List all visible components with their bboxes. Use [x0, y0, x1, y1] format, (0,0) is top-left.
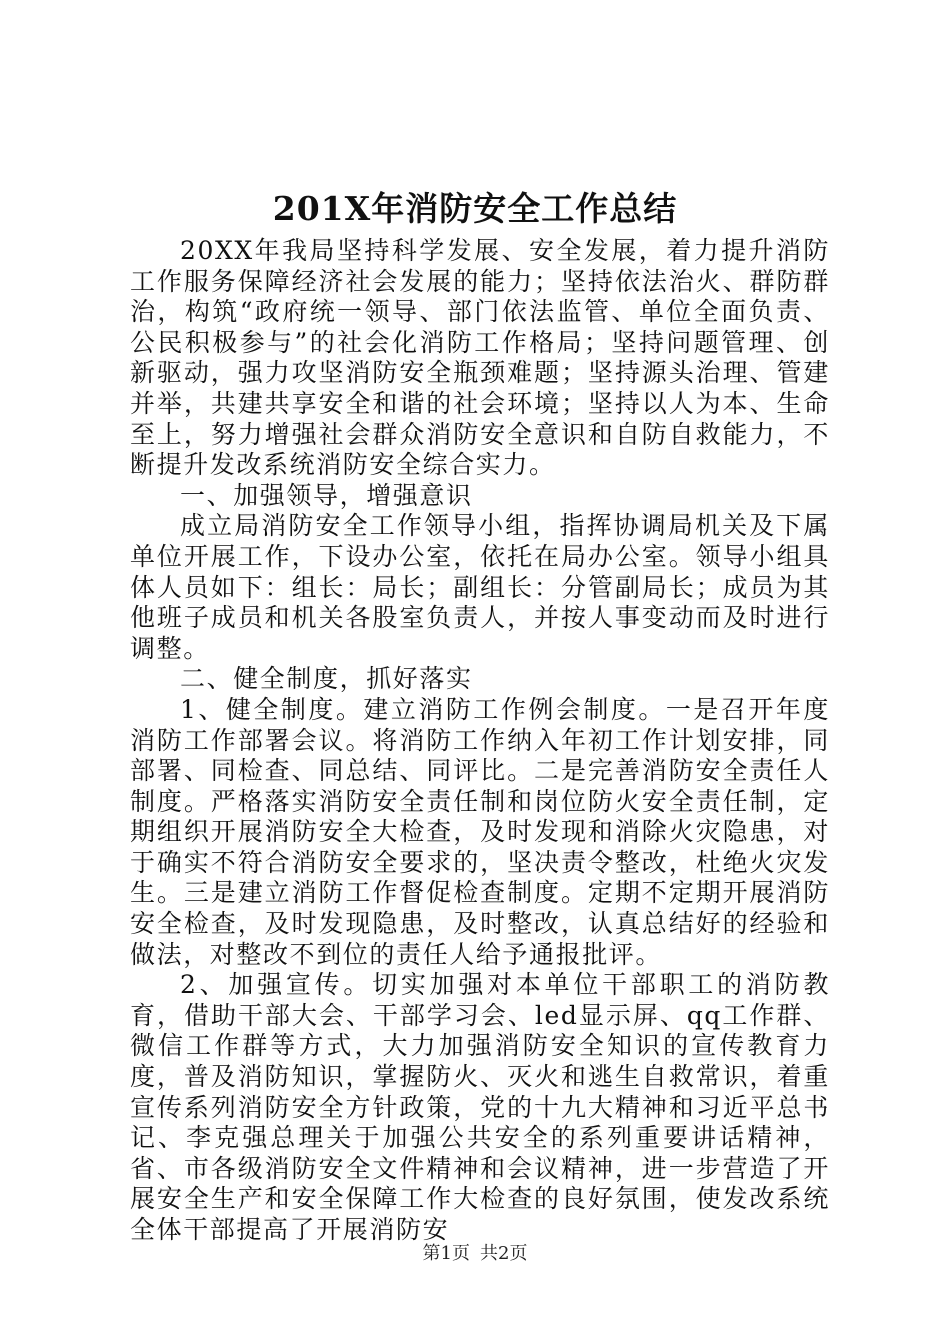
section-heading-1: 一、加强领导，增强意识 — [180, 480, 473, 510]
section-2-item-1-paragraph: 1、健全制度。建立消防工作例会制度。一是召开年度消防工作部署会议。将消防工作纳入年初工作计划安排，同部署、同检查、同总结、同评比。二是完善消防安全责任人制度。严格落实消防安全责任制和岗位防火安全责任制，定期组织开展消防安全大检查，及时发现和消除火灾隐患，对于确实不符合消防安全要求的，坚决责令整改，杜绝火灾发生。三是建立消防工作督促检查制度。定期不定期开展消防安全检查，及时发现隐患，及时整改，认真总结好的经验和做法，对整改不到位的责任人给予通报批评。 — [130, 694, 830, 969]
document-body — [130, 236, 830, 1246]
page-number: 第1页 — [422, 1243, 470, 1264]
section-2-item-2-paragraph: 2、加强宣传。切实加强对本单位干部职工的消防教育，借助干部大会、干部学习会、led显示屏、qq工作群、微信工作群等方式，大力加强消防安全知识的宣传教育力度，普及消防知识，掌握防火、灭火和逃生自救常识，着重宣传系列消防安全方针政策，党的十九大精神和习近平总书记、李克强总理关于加强公共安全的系列重要讲话精神，省、市各级消防安全文件精神和会议精神，进一步营造了开展安全生产和安全保障工作大检查的良好氛围，使发改系统全体干部提高了开展消防安 — [130, 970, 830, 1244]
intro-paragraph: 20XX年我局坚持科学发展、安全发展，着力提升消防工作服务保障经济社会发展的能力；坚持依法治火、群防群治，构筑“政府统一领导、部门依法监管、单位全面负责、公民积极参与”的社会化消防工作格局；坚持问题管理、创新驱动，强力攻坚消防安全瓶颈难题；坚持源头治理、管建并举，共建共享安全和谐的社会环境；坚持以人为本、生命至上，努力增强社会群众消防安全意识和自防自救能力，不断提升发改系统消防安全综合实力。 — [130, 236, 830, 480]
section-heading-2: 二、健全制度，抓好落实 — [180, 664, 473, 694]
document-title: 201X年消防安全工作总结 — [272, 189, 678, 228]
section-1-paragraph: 成立局消防安全工作领导小组，指挥协调局机关及下属单位开展工作，下设办公室，依托在局办公室。领导小组具体人员如下：组长：局长；副组长：分管副局长；成员为其他班子成员和机关各股室负责人，并按人事变动而及时进行调整。 — [130, 511, 830, 663]
page-total: 共2页 — [480, 1243, 528, 1264]
page-footer — [0, 1242, 950, 1266]
